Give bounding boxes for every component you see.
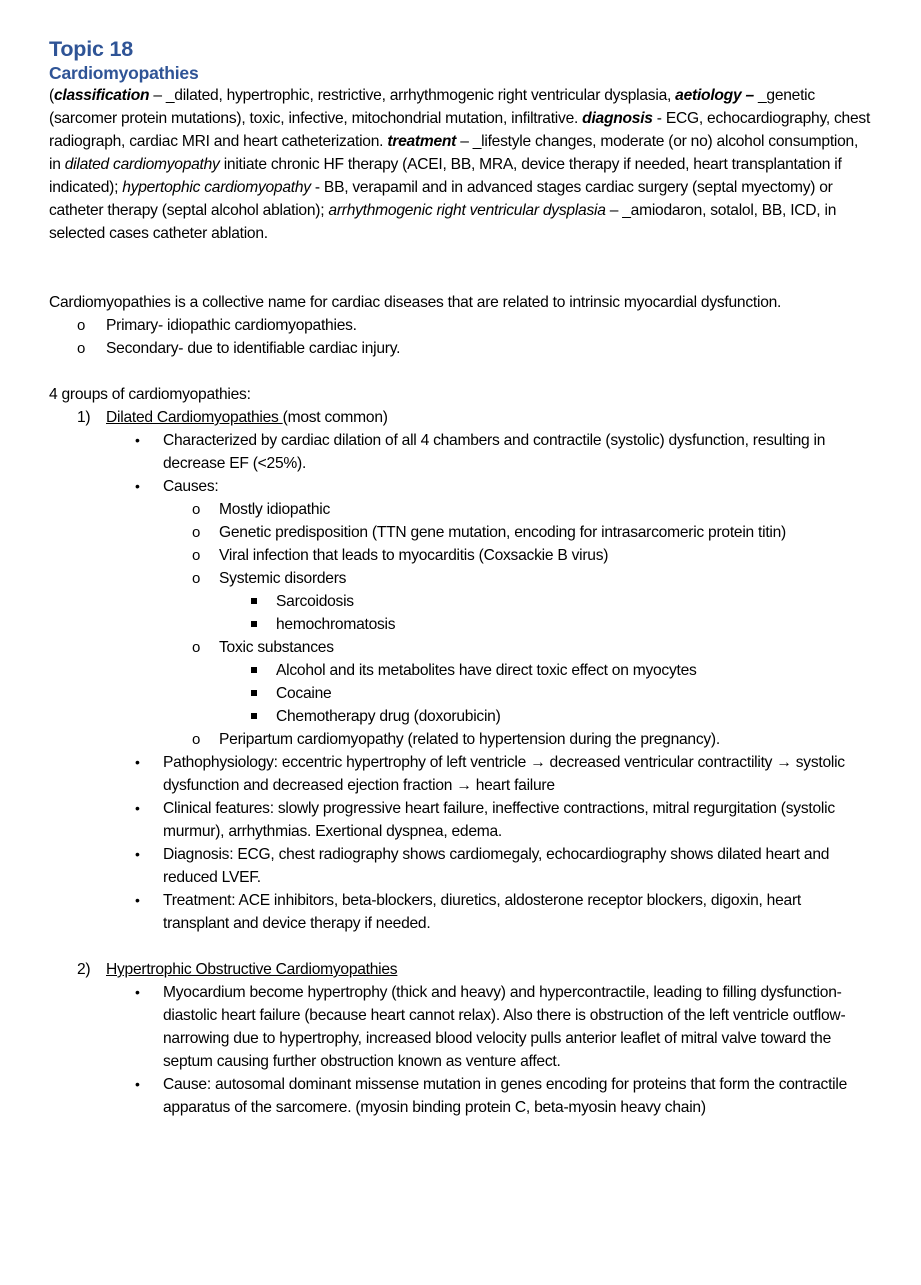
intro-paragraph: Cardiomyopathies is a collective name for cardiac diseases that are related to intrinsic myocardial dysfunction. [49,294,782,311]
bullet-icon: • [135,1076,140,1092]
cause-item: o Genetic predisposition (TTN gene mutation, encoding for intrasarcomeric protein titin) [49,521,871,544]
square-bullet-icon [251,713,257,719]
treatment-label: treatment [387,133,457,150]
bullet-icon: • [135,892,140,908]
hcm-label: hypertophic cardiomyopathy [122,179,311,196]
classification-label: classification [53,87,150,104]
square-bullet-icon [251,621,257,627]
circle-bullet-icon: o [192,501,201,518]
aetiology-label: aetiology – [675,87,754,104]
bullet-icon: • [135,754,140,770]
sub-cause-item: Chemotherapy drug (doxorubicin) [49,705,871,728]
square-bullet-icon [251,598,257,604]
intro-list [49,314,871,360]
circle-bullet-icon: o [192,570,201,587]
sub-cause-item: Alcohol and its metabolites have direct toxic effect on myocytes [49,659,871,682]
dilated-details [49,429,871,935]
summary-paragraph: (classification – _dilated, hypertrophic, restrictive, arrhythmogenic right ventricular dysplasia, aetiology – _genetic (sarcomer protein mutations), toxic, infective, mitochondrial mutation, infiltrative. diagnosis - ECG, echocardiography, chest radiograph, cardiac MRI and heart catheterization. treatment – _lifestyle changes, moderate (or no) alcohol consumption, in dilated cardiomyopathy initiate chronic HF therapy (ACEI, BB, MRA, device therapy if needed, heart transplantation if indicated); hypertophic cardiomyopathy - BB, verapamil and in advanced stages cardiac surgery (septal myectomy) or catheter therapy (septal alcohol ablation); arrhythmogenic right ventricular dysplasia – _amiodaron, sotalol, BB, ICD, in selected cases catheter ablation. [49,87,871,242]
group-title: Dilated Cardiomyopathies [106,409,283,426]
spacer [49,245,871,291]
sub-cause-item: hemochromatosis [49,613,871,636]
title-heading: Cardiomyopathies [49,63,199,83]
square-bullet-icon [251,690,257,696]
group-title: Hypertrophic Obstructive Cardiomyopathies [106,961,398,978]
groups-list [49,406,871,429]
groups-heading: 4 groups of cardiomyopathies: [49,386,251,403]
arvd-label: arrhythmogenic right ventricular dysplasia [328,202,606,219]
circle-bullet-icon: o [192,547,201,564]
list-item: • Characterized by cardiac dilation of all 4 chambers and contractile (systolic) dysfunction, resulting in decrease EF (<25%). [49,429,871,475]
list-item: • Cause: autosomal dominant missense mutation in genes encoding for proteins that form the contractile apparatus of the sarcomere. (myosin binding protein C, beta-myosin heavy chain) [49,1073,871,1119]
list-item: • Pathophysiology: eccentric hypertrophy of left ventricle → decreased ventricular contractility → systolic dysfunction and decreased ejection fraction → heart failure [49,751,871,797]
circle-bullet-icon: o [192,731,201,748]
topic-heading: Topic 18 [49,37,134,61]
group-hypertrophic [49,958,871,981]
cause-item: o Mostly idiopathic [49,498,871,521]
dcm-label: dilated cardiomyopathy [64,156,220,173]
bullet-icon: • [135,800,140,816]
group-number: 1) [77,409,91,426]
spacer [49,360,871,383]
circle-bullet-icon: o [77,340,86,357]
cause-item: o Peripartum cardiomyopathy (related to hypertension during the pregnancy). [49,728,871,751]
bullet-icon: • [135,478,140,494]
list-item: • Clinical features: slowly progressive heart failure, ineffective contractions, mitral regurgitation (systolic murmur), arrhythmias. Exertional dyspnea, edema. [49,797,871,843]
square-bullet-icon [251,667,257,673]
circle-bullet-icon: o [192,524,201,541]
cause-item: o Toxic substances [49,636,871,659]
list-item: o Primary- idiopathic cardiomyopathies. [49,314,871,337]
groups-list-2 [49,958,871,981]
sub-cause-item: Sarcoidosis [49,590,871,613]
cause-item: o Viral infection that leads to myocarditis (Coxsackie B virus) [49,544,871,567]
bullet-icon: • [135,432,140,448]
diagnosis-label: diagnosis [582,110,653,127]
circle-bullet-icon: o [192,639,201,656]
list-item: o Secondary- due to identifiable cardiac injury. [49,337,871,360]
group-dilated: 1) Dilated Cardiomyopathies (most common) [49,406,871,429]
cause-item: o Systemic disorders [49,567,871,590]
hypertrophic-details [49,981,871,1119]
list-item: • Causes: [49,475,871,498]
circle-bullet-icon: o [77,317,86,334]
list-item: • Treatment: ACE inhibitors, beta-blockers, diuretics, aldosterone receptor blockers, digoxin, heart transplant and device therapy if needed. [49,889,871,935]
bullet-icon: • [135,984,140,1000]
bullet-icon: • [135,846,140,862]
spacer [49,935,871,958]
sub-cause-item: Cocaine [49,682,871,705]
group-number: 2) [77,961,91,978]
list-item: • Myocardium become hypertrophy (thick and heavy) and hypercontractile, leading to filling dysfunction- diastolic heart failure (because heart cannot relax). Also there is obstruction of the left ventricle outflow- narrowing due to hypertrophy, increased blood velocity pulls anterior leaflet of mitral valve toward the septum causing further obstruction known as venture affect. [49,981,871,1073]
list-item: • Diagnosis: ECG, chest radiography shows cardiomegaly, echocardiography shows dilated heart and reduced LVEF. [49,843,871,889]
